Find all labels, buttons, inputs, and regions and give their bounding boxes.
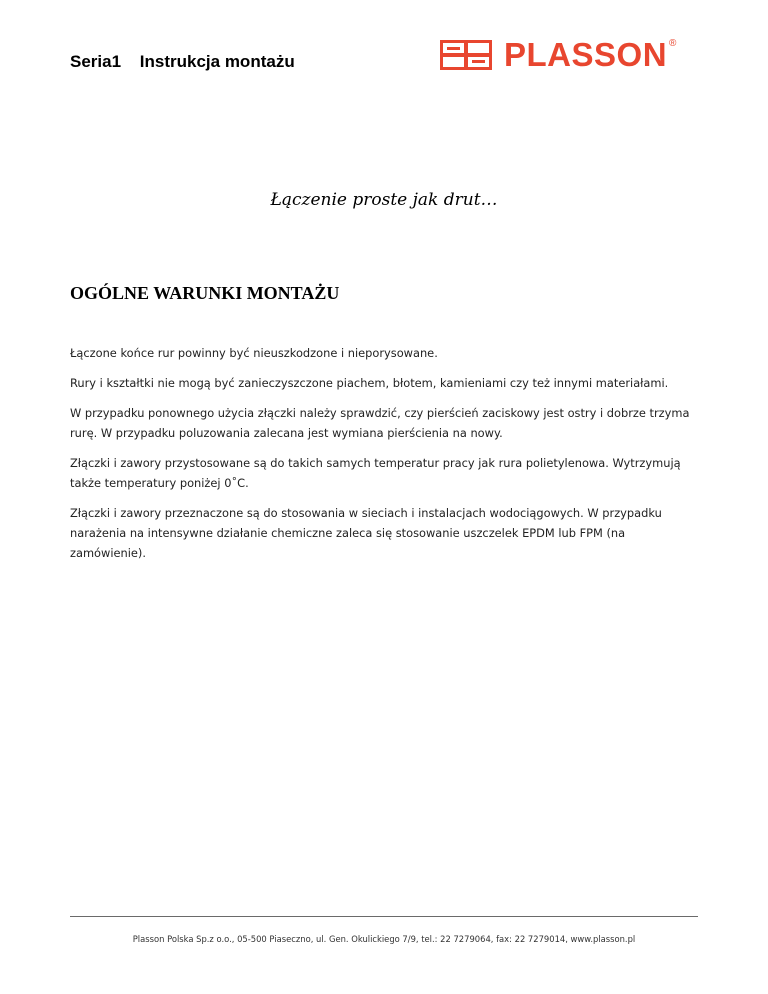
paragraph: W przypadku ponownego użycia złączki należy sprawdzić, czy pierścień zaciskowy jest ostry i dobrze trzyma rurę. W przypadku poluzowania zalecana jest wymiana pierścienia na nowy. [70,406,690,440]
plasson-logo [440,38,676,72]
section-title: OGÓLNE WARUNKI MONTAŻU [70,283,340,303]
tagline: Łączenie proste jak drut… [270,190,498,210]
registered-mark: ® [669,38,677,49]
plasson-logo-text: PLASSON [504,36,668,73]
paragraph: Rury i kształtki nie mogą być zanieczyszczone piachem, błotem, kamieniami czy też innymi materiałami. [70,376,669,390]
document-title: Instrukcja montażu [139,52,295,71]
plasson-logo-icon [440,40,492,70]
series-label: Seria1 [70,52,122,71]
footer-company-info: Plasson Polska Sp.z o.o., 05-500 Piaseczno, ul. Gen. Okulickiego 7/9, tel.: 22 7279064, fax: 22 7279014, www.plasson.pl [132,934,636,944]
document-header [70,52,295,72]
paragraph: Złączki i zawory przeznaczone są do stosowania w sieciach i instalacjach wodociągowych. W przypadku narażenia na intensywne działanie chemiczne zaleca się stosowanie uszczelek EPDM lub FPM (na zamówienie). [70,506,662,560]
paragraph: Złączki i zawory przystosowane są do takich samych temperatur pracy jak rura polietylenowa. Wytrzymują także temperatury poniżej 0˚C. [70,456,681,490]
paragraph: Łączone końce rur powinny być nieuszkodzone i nieporysowane. [70,346,438,360]
assembly-conditions-text [70,343,700,573]
footer-divider [70,916,698,917]
